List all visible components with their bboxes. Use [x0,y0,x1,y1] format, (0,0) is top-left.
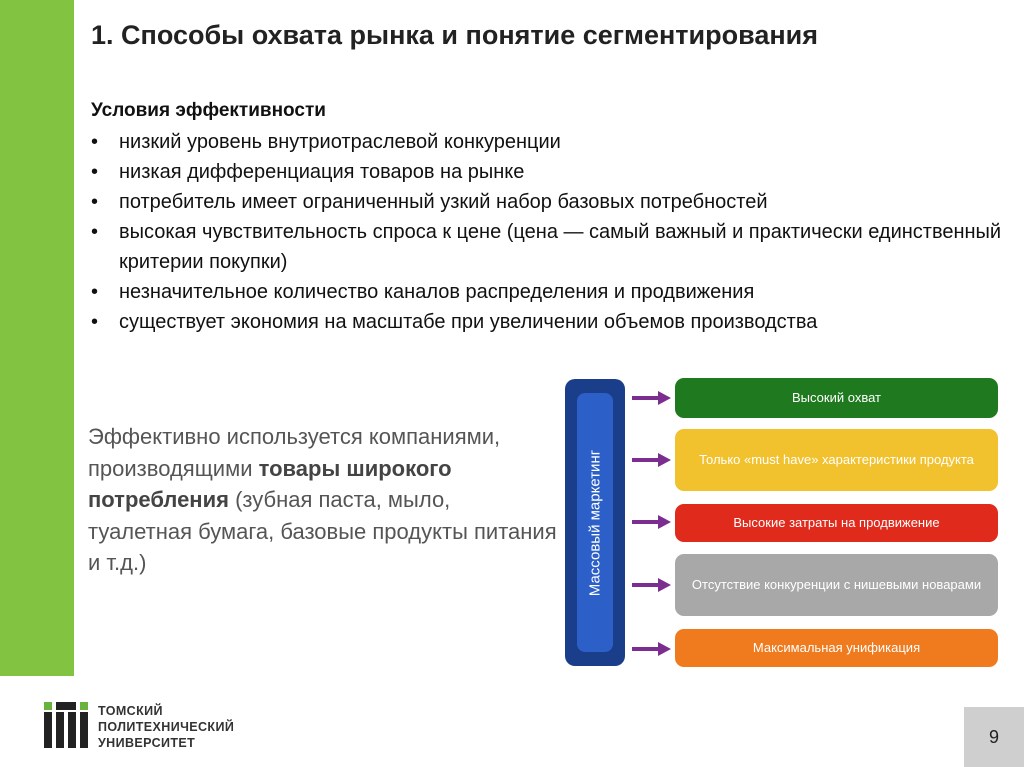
usage-text-start: Эффективно используется компаниями, производящими [88,424,501,481]
page-number: 9 [964,707,1024,767]
conditions-heading: Условия эффективности [91,100,326,121]
feature-box-must-have: Только «must have» характеристики продукта [675,429,998,491]
slide-title: 1. Способы охвата рынка и понятие сегментирования [91,20,819,50]
university-name-line: УНИВЕРСИТЕТ [98,736,196,750]
arrow-right-icon [632,515,672,529]
usage-text-end: (зубная паста, мыло, туалетная бумага, базовые продукты питания и т.д.) [88,487,557,575]
feature-box-promotion-costs: Высокие затраты на продвижение [675,504,998,542]
condition-item: • низкая дифференциация товаров на рынке [91,157,1011,187]
arrow-right-icon [632,578,672,592]
condition-item: • незначительное количество каналов распределения и продвижения [91,277,1011,307]
university-name-line: ТОМСКИЙ [98,704,163,718]
accent-bar [0,0,74,676]
conditions-list [91,127,1011,337]
university-name [98,703,234,751]
condition-item: • низкий уровень внутриотраслевой конкуренции [91,127,1011,157]
condition-item: • существует экономия на масштабе при увеличении объемов производства [91,307,1011,337]
feature-box-coverage: Высокий охват [675,378,998,418]
mass-marketing-block [565,379,625,666]
usage-description [88,421,558,579]
university-logo-icon [44,702,88,748]
feature-box-no-competition: Отсутствие конкуренции с нишевыми новарами [675,554,998,616]
mass-marketing-label: Массовый маркетинг [586,449,604,596]
mass-marketing-inner [577,393,613,652]
university-name-line: ПОЛИТЕХНИЧЕСКИЙ [98,720,235,734]
arrow-right-icon [632,391,672,405]
usage-text-bold: товары широкого потребления [88,455,452,512]
feature-box-unification: Максимальная унификация [675,629,998,667]
condition-item: • потребитель имеет ограниченный узкий набор базовых потребностей [91,187,1011,217]
arrow-right-icon [632,642,672,656]
condition-item: • высокая чувствительность спроса к цене (цена — самый важный и практически единственный критерии покупки) [91,217,1011,277]
arrow-right-icon [632,453,672,467]
